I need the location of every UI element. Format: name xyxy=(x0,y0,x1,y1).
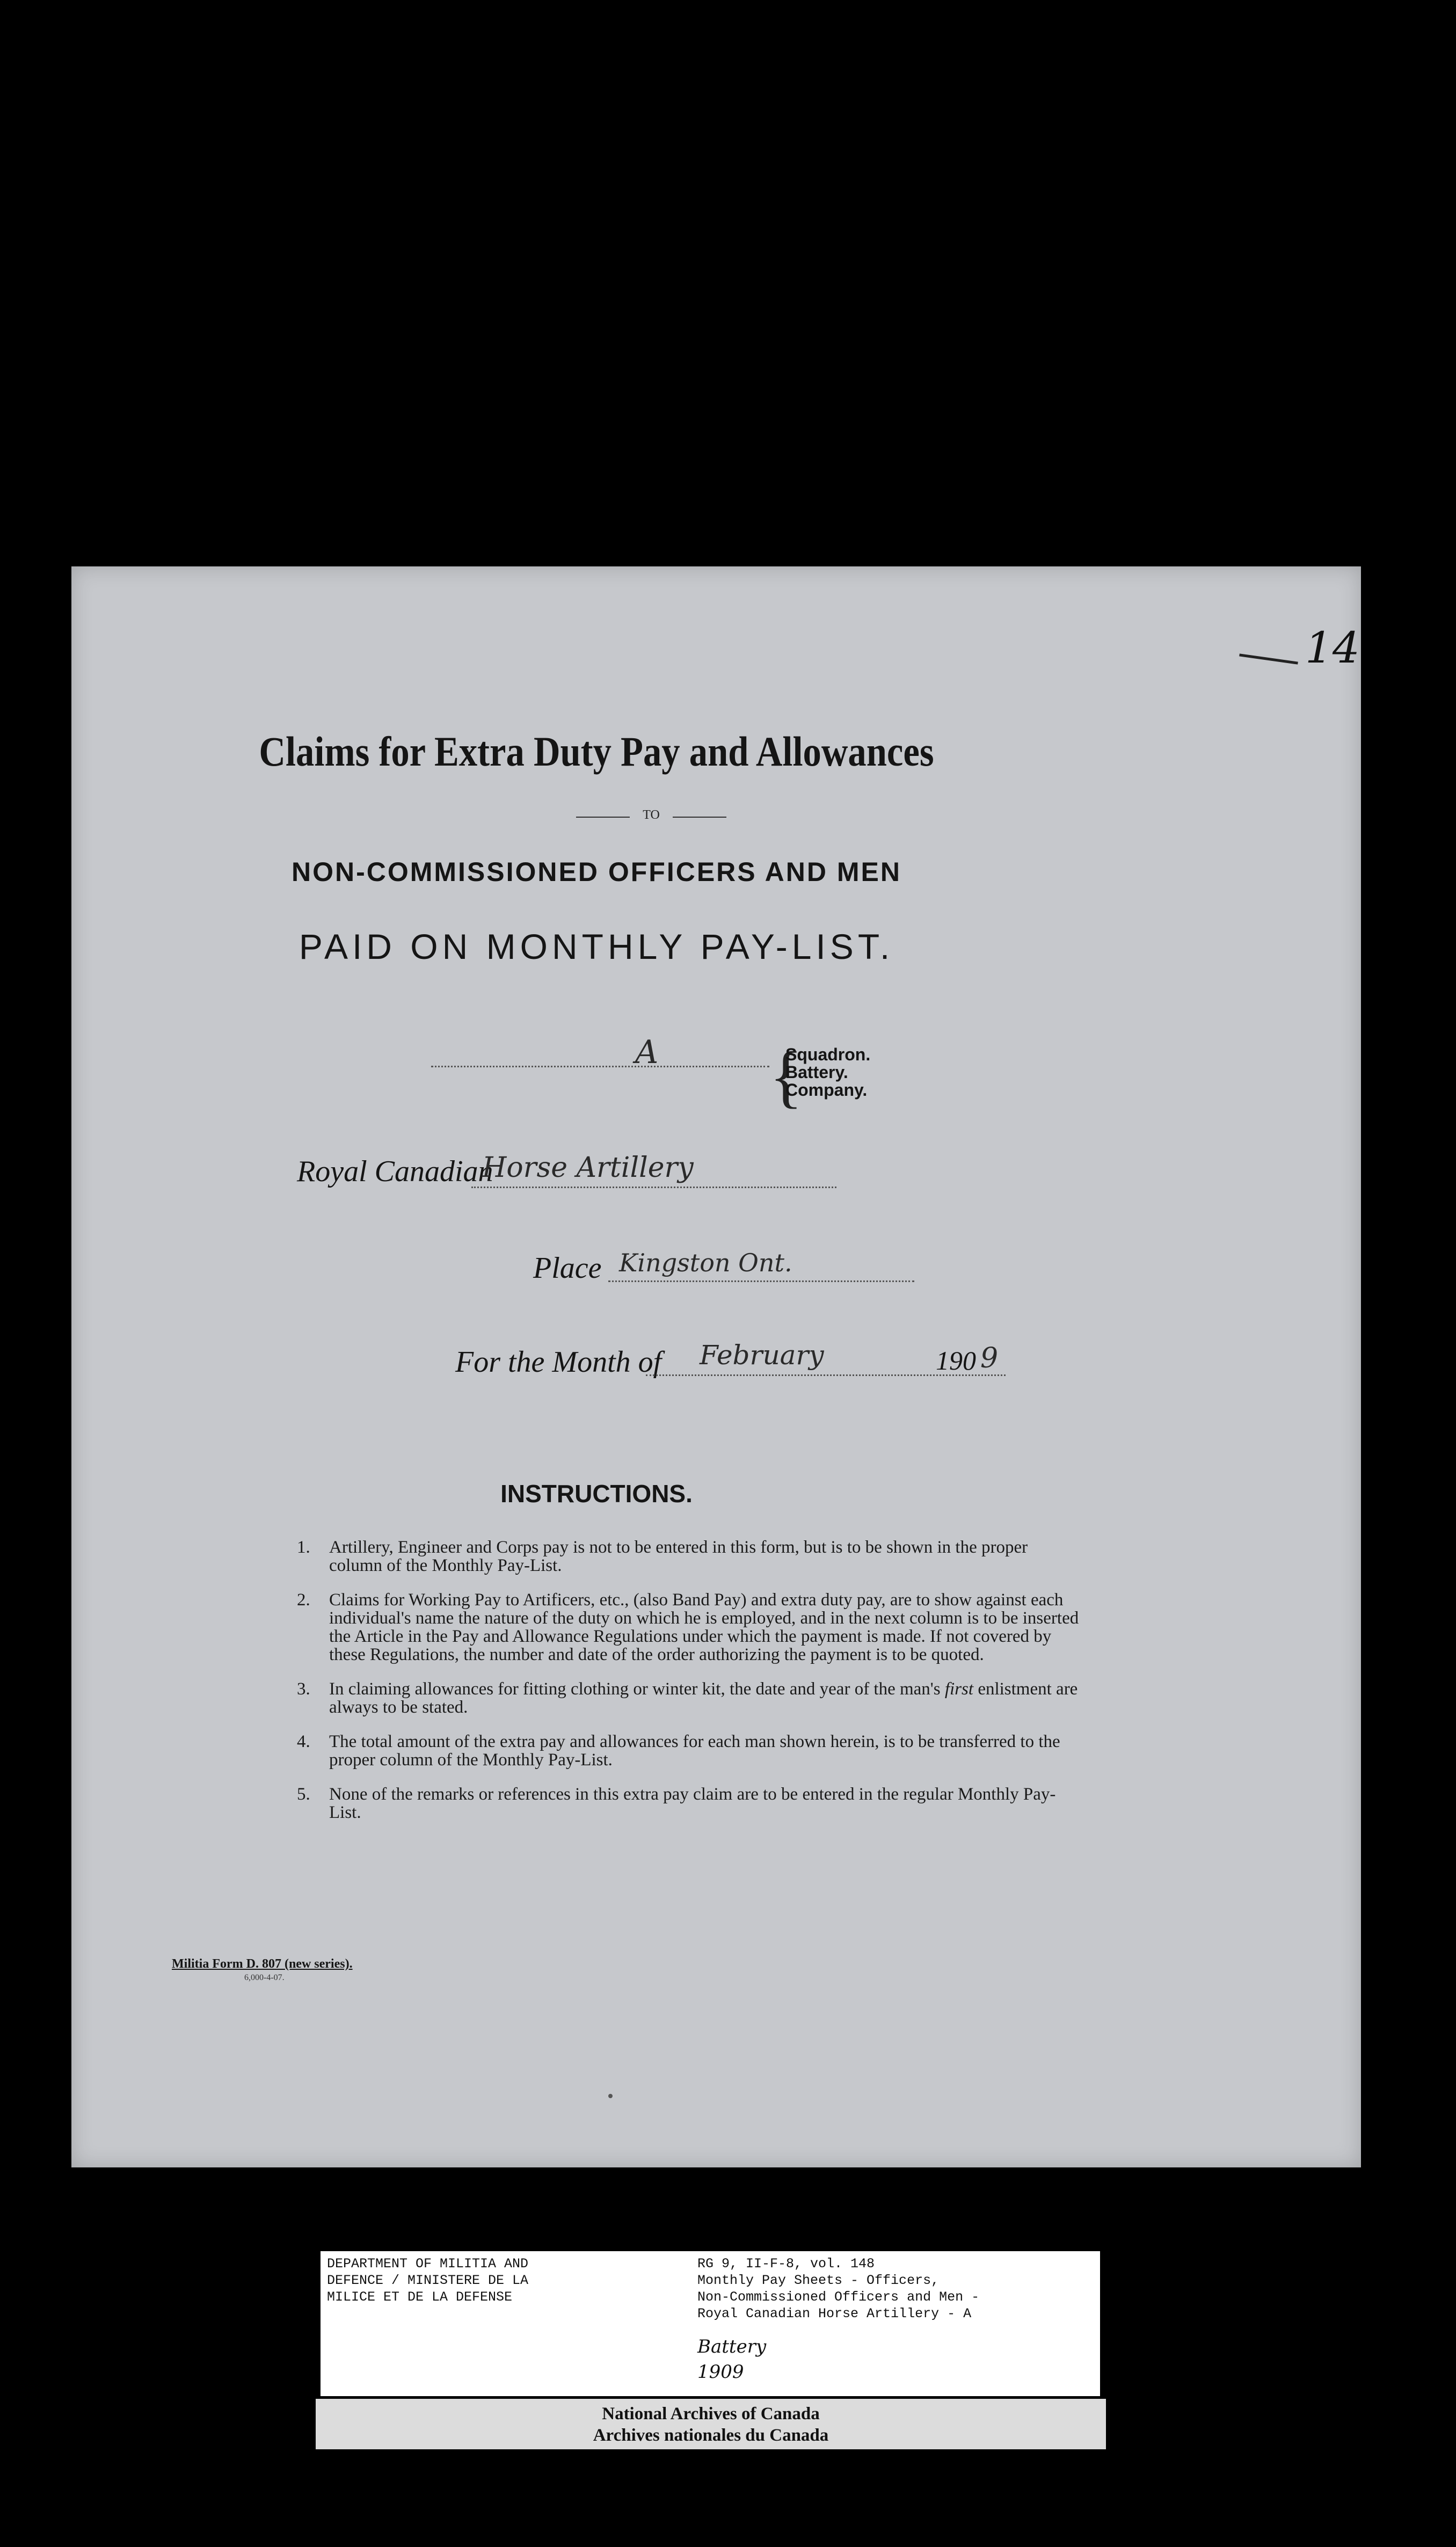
place-value: Kingston Ont. xyxy=(619,1248,792,1277)
unit-value: A xyxy=(635,1034,659,1071)
form-number: Militia Form D. 807 (new series). xyxy=(172,1957,353,1971)
form-title: Claims for Extra Duty Pay and Allowances xyxy=(259,728,934,775)
pay-claim-form xyxy=(71,566,1361,2167)
department-text: DEPARTMENT OF MILITIA AND DEFENCE / MINISTERE DE LA MILICE ET DE LA DEFENSE xyxy=(327,2256,529,2305)
instructions-list xyxy=(297,1538,1081,1838)
place-field-line xyxy=(608,1280,914,1282)
archive-label-card xyxy=(321,2251,1100,2396)
year-handwritten: 9 xyxy=(980,1342,999,1374)
page-number-dash xyxy=(1239,653,1298,664)
instruction-item: 4. The total amount of the extra pay and allowances for each man shown herein, is to be transferred to the proper column of the Monthly Pay-List. xyxy=(297,1732,1060,1770)
page-number: 14 xyxy=(1305,623,1360,673)
archives-banner xyxy=(316,2399,1106,2449)
reference-text: RG 9, II-F-8, vol. 148 Monthly Pay Sheets - Officers, Non-Commissioned Officers and Men - Royal Canadian Horse Artillery - A xyxy=(697,2256,980,2322)
instruction-item: 5. None of the remarks or references in this extra pay claim are to be entered in the regular Monthly Pay-List. xyxy=(297,1785,1056,1822)
unit-option-company: Company. xyxy=(785,1080,868,1100)
unit-field-line xyxy=(431,1066,769,1067)
paid-line: PAID ON MONTHLY PAY-LIST. xyxy=(299,927,894,966)
instructions-title: INSTRUCTIONS. xyxy=(500,1480,693,1508)
archives-name-en: National Archives of Canada xyxy=(602,2404,820,2424)
instruction-item: 1. Artillery, Engineer and Corps pay is not to be entered in this form, but is to be shown in the proper column of the Monthly Pay-List. xyxy=(297,1538,1028,1575)
place-label: Place xyxy=(533,1251,602,1285)
unit-options xyxy=(785,1046,870,1099)
year-printed: 190 xyxy=(936,1345,976,1376)
corps-value: Horse Artillery xyxy=(482,1152,694,1184)
unit-option-squadron: Squadron. xyxy=(785,1045,871,1064)
corps-label: Royal Canadian xyxy=(297,1155,493,1188)
handwritten-battery: Battery xyxy=(697,2336,767,2357)
month-label: For the Month of xyxy=(455,1345,662,1379)
instruction-item: 3. In claiming allowances for fitting clothing or winter kit, the date and year of the man's first enlistment are always to be stated. xyxy=(297,1679,1078,1717)
corps-field-line xyxy=(471,1187,836,1188)
instruction-item: 2. Claims for Working Pay to Artificers, etc., (also Band Pay) and extra duty pay, are to show against each individual's name the nature of the duty on which he is employed, and in the next column is to be inserted the Article in the Pay and Allowance Regulations under which the payment is made. If not covered by these Regulations, the number and date of the order authorizing the payment is to be quoted. xyxy=(297,1590,1079,1664)
paper-speck xyxy=(608,2094,613,2098)
form-print-code: 6,000-4-07. xyxy=(244,1973,285,1982)
brace-icon: { xyxy=(769,1038,803,1115)
month-value: February xyxy=(700,1340,824,1371)
form-subtitle: NON-COMMISSIONED OFFICERS AND MEN xyxy=(291,857,902,887)
archives-name-fr: Archives nationales du Canada xyxy=(593,2426,829,2445)
handwritten-year: 1909 xyxy=(697,2361,744,2383)
unit-option-battery: Battery. xyxy=(785,1063,848,1082)
to-connector: TO xyxy=(576,808,726,823)
